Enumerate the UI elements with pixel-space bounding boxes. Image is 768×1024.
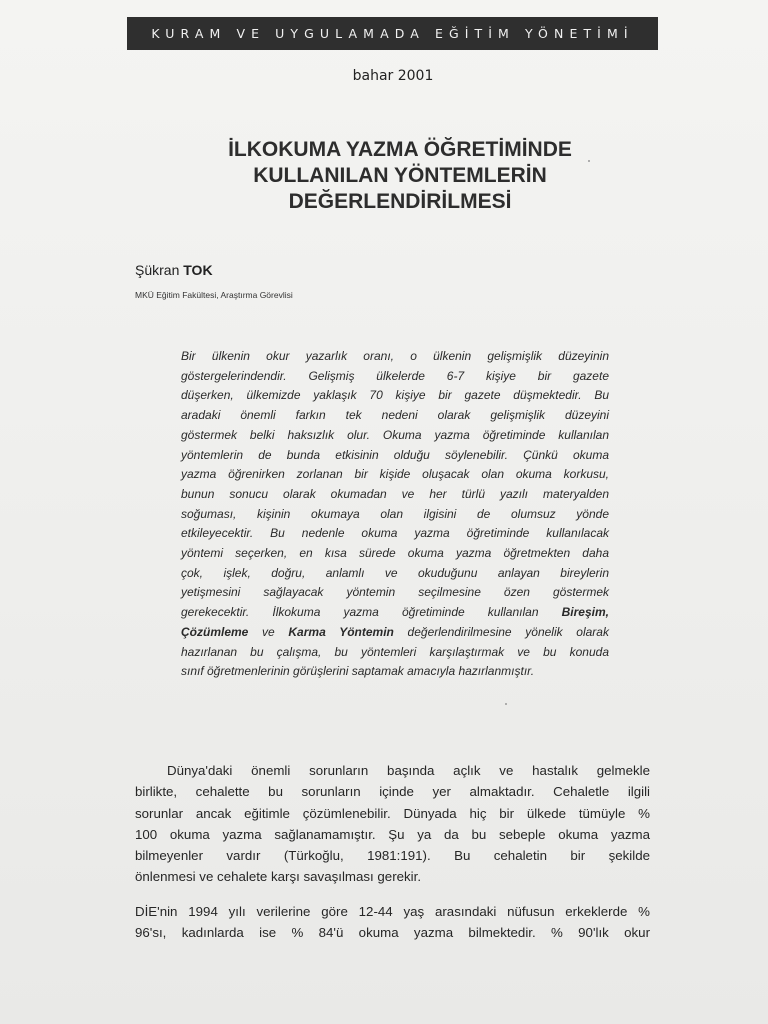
abstract-line: göstermek belki haksızlık olur. Okuma yazma öğretiminde kullanılan bbox=[181, 427, 609, 442]
abstract-line-with-bold bbox=[181, 623, 609, 643]
author-name bbox=[135, 262, 213, 278]
title-line: İLKOKUMA YAZMA ÖĞRETİMİNDE bbox=[228, 138, 572, 161]
abstract-line: aradaki önemli farkın tek nedeni olarak gelişmişlik düzeyini bbox=[181, 408, 609, 423]
abstract-line: bunun sonucu olarak okumadan ve her türlü yazılı materyalden bbox=[181, 486, 609, 501]
abstract bbox=[181, 347, 609, 682]
abstract-line: göstergelerindendir. Gelişmiş ülkelerde 6-7 kişiye bir gazete bbox=[181, 368, 609, 383]
abstract-line: yetişmesini sağlayacak yöntemin seçilmesine özen göstermek bbox=[181, 585, 609, 600]
issue-season: bahar 2001 bbox=[352, 68, 434, 84]
abstract-bold-term: Çözümleme bbox=[181, 624, 249, 639]
body-line: 100 okuma yazma sağlanamamıştır. Şu ya da bu sebeple okuma yazma bbox=[135, 826, 650, 842]
abstract-text: gerekecektir. İlkokuma yazma öğretiminde kullanılan bbox=[181, 605, 539, 620]
abstract-text: değerlendirilmesine yönelik olarak bbox=[407, 624, 609, 639]
abstract-line: sınıf öğretmenlerinin görüşlerini saptamak amacıyla hazırlanmıştır. bbox=[181, 664, 535, 679]
abstract-line: etkileyecektir. Bu nedenle okuma yazma öğretiminde kullanılacak bbox=[181, 526, 609, 541]
body-line: birlikte, cehalette bu sorunların içinde yer almaktadır. Cehaletle ilgili bbox=[135, 784, 650, 800]
body-line: Dünya'daki önemli sorunların başında açlık ve hastalık gelmekle bbox=[167, 763, 650, 778]
body-line: bilmeyenler vardır (Türkoğlu, 1981:191). Bu cehaletin bir şekilde bbox=[135, 848, 650, 864]
article-title bbox=[120, 137, 680, 215]
abstract-line: soğuması, kişinin okumaya olan ilgisini de olumsuz yönde bbox=[181, 506, 609, 521]
body-line: önlenmesi ve cehalete karşı savaşılması gerekir. bbox=[135, 869, 422, 885]
title-line: DEĞERLENDİRİLMESİ bbox=[288, 190, 512, 213]
abstract-line-with-bold bbox=[181, 603, 609, 623]
abstract-line: yöntemi seçerken, en kısa sürede okuma yazma öğretmekten daha bbox=[181, 546, 609, 561]
abstract-line: yazma öğrenirken zorlanan bir kişide oluşacak olan okuma korkusu, bbox=[181, 467, 609, 482]
author-surname: TOK bbox=[183, 262, 213, 278]
abstract-bold-term: Bireşim, bbox=[561, 605, 609, 620]
abstract-line: düşerken, ülkemizde yaklaşık 70 kişiye bir gazete düşmektedir. Bu bbox=[181, 388, 609, 403]
abstract-line: Bir ülkenin okur yazarlık oranı, o ülkenin gelişmişlik düzeyinin bbox=[181, 349, 609, 363]
scan-speck bbox=[588, 160, 590, 162]
abstract-text: ve bbox=[262, 624, 275, 639]
author-given-name: Şükran bbox=[135, 262, 180, 278]
body-paragraph-2 bbox=[135, 901, 650, 944]
body-line: DİE'nin 1994 yılı verilerine göre 12-44 yaş arasındaki nüfusun erkeklerde % bbox=[135, 904, 650, 919]
body-line: sorunlar ancak eğitimle çözümlenebilir. Dünyada hiç bir ülkede tümüyle % bbox=[135, 805, 650, 821]
body-paragraph-1 bbox=[135, 760, 650, 888]
body-line: 96'sı, kadınlarda ise % 84'ü okuma yazma bilmektedir. % 90'lık okur bbox=[135, 925, 650, 941]
journal-header-bar: KURAM VE UYGULAMADA EĞİTİM YÖNETİMİ bbox=[127, 17, 658, 50]
abstract-line: çok, işlek, doğru, anlamlı ve okuduğunu anlayan bireylerin bbox=[181, 565, 609, 580]
scan-speck bbox=[505, 703, 507, 705]
title-line: KULLANILAN YÖNTEMLERİN bbox=[253, 164, 547, 187]
abstract-line: yöntemlerin de bunda etkisinin olduğu söylenebilir. Çünkü okuma bbox=[181, 447, 609, 462]
abstract-bold-term: Karma Yöntemin bbox=[288, 624, 394, 639]
author-affiliation: MKÜ Eğitim Fakültesi, Araştırma Görevlisi bbox=[135, 290, 293, 300]
abstract-line: hazırlanan bu çalışma, bu yöntemleri karşılaştırmak ve bu konuda bbox=[181, 644, 609, 659]
